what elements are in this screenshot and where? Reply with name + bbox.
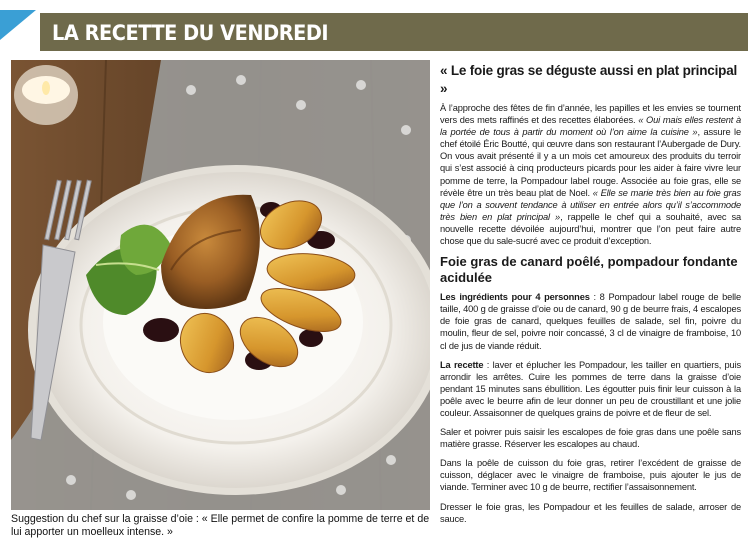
photo-caption: Suggestion du chef sur la graisse d’oie : « Elle permet de confire la pomme de terre et de lui apporter un moelleux intense. » bbox=[11, 513, 430, 538]
method-label: La recette bbox=[440, 359, 484, 370]
dish-photo bbox=[11, 60, 430, 510]
intro-quote-2: « Elle se marie très bien au foie gras que l’on a souvent tendance à utiliser en entrée alors qu’il s’accommode très bien en plat principal » bbox=[440, 187, 741, 222]
method-step-2: Saler et poivrer puis saisir les escalopes de foie gras dans une poêle sans matière grasse. Réserver les escalopes au chaud. bbox=[440, 427, 741, 450]
banner-title: LA RECETTE DU VENDREDI bbox=[52, 21, 329, 45]
ingredients-paragraph bbox=[440, 291, 741, 351]
recipe-title: Foie gras de canard poêlé, pompadour fondante acidulée bbox=[440, 254, 738, 286]
intro-text-3: , rappelle le chef qui a souhaité, avec sa nouvelle recette dévoilée aujourd’hui, montrer que l’on peut faire autre chose que du sale-sucré avec ce produit d’exception. bbox=[440, 211, 742, 247]
method-text: : laver et éplucher les Pompadour, les tailler en quartiers, puis arrondir les arrêtes. Cuire les pommes de terre dans la graisse d’oie pendant 15 minutes sans ébullition. Les égoutter puis finir leur cuisson à la poêle avec le beurre afin de leur donner un peu de croustillant et une jolie couleur. Assaisonner de quelques grains de poivre et de fleur de sel. bbox=[440, 359, 741, 418]
intro-paragraph bbox=[440, 102, 741, 247]
ingredients-label: Les ingrédients pour 4 personnes bbox=[440, 292, 590, 303]
banner-corner-accent bbox=[0, 10, 36, 40]
method-step-3: Dans la poêle de cuisson du foie gras, retirer l’excédent de graisse de cuisson, déglacer avec le vinaigre de framboise, puis ajouter le jus de viande. Terminer avec 10 g de beurre, rectifier l’assaisonnement. bbox=[440, 458, 741, 493]
article-quote-title: « Le foie gras se déguste aussi en plat principal » bbox=[440, 63, 738, 96]
intro-text-1: À l’approche des fêtes de fin d’année, les papilles et les envies se tournent vers des mets raffinés et des recettes élaborées. bbox=[440, 103, 741, 126]
intro-quote-1: « Oui mais elles restent à la portée de tous à partir du moment où l’on aime la cuisine » bbox=[440, 115, 741, 138]
intro-text-2: , assure le chef étoilé Éric Boutté, qui œuvre dans son restaurant l’Aubergade de Dury. On vous avait présenté il y a un mois cet amoureux des produits du terroir qui s’est associé à cinq producteurs picards pour les aider à faire vivre leur pomme de terre, la Pompadour label rouge. Associée au foie gras, elle se révèle être un très beau plat de Noel. bbox=[440, 127, 741, 198]
method-step-4: Dresser le foie gras, les Pompadour et les feuilles de salade, arroser de sauce. bbox=[440, 501, 741, 524]
article bbox=[440, 62, 741, 525]
method-paragraph bbox=[440, 359, 741, 419]
ingredients-text: : 8 Pompadour label rouge de belle taille, 400 g de graisse d’oie ou de canard, 90 g de beurre frais, 4 escalopes de foie gras de canard, quelques feuilles de salade, sel fin, poivre du moulin, fleur de sel, poivre noir concassé, 3 cl de vinaigre de framboise, 10 cl de jus de viande réduit. bbox=[440, 292, 741, 351]
